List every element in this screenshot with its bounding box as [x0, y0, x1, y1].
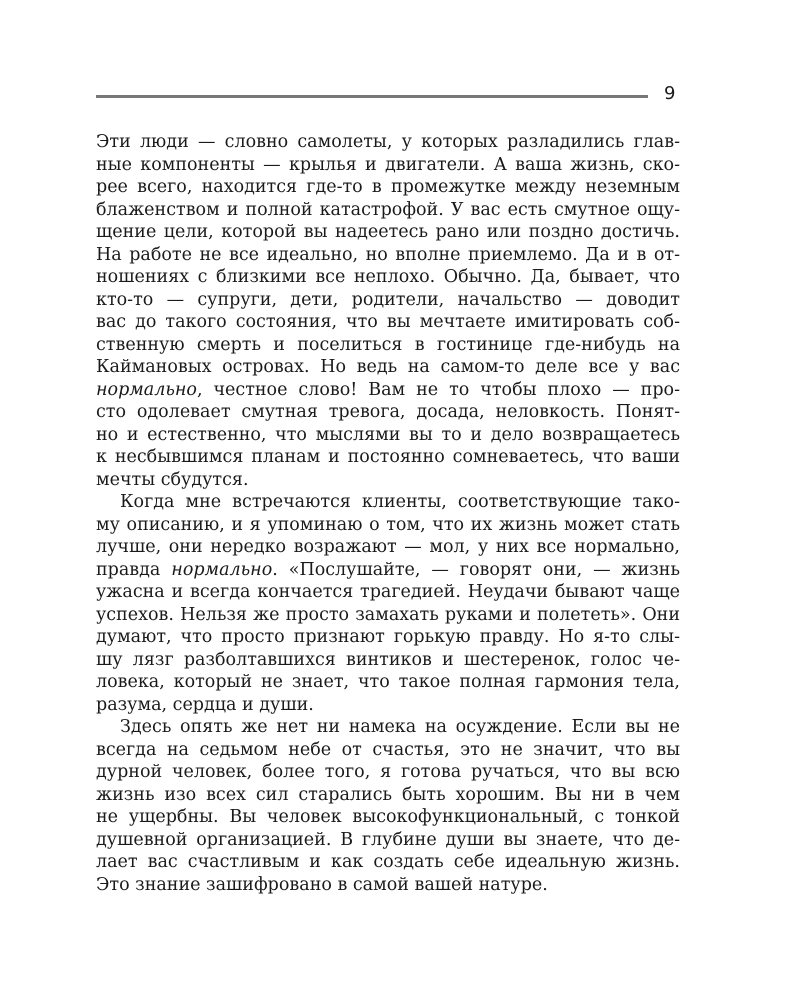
text-segment: ловека, который не знает, что такое полная гармония тела, [96, 672, 680, 692]
text-line [96, 176, 680, 199]
text-segment: к несбывшимся планам и постоянно сомневаетесь, что ваши [96, 447, 680, 467]
emphasis-text: нормально [96, 379, 197, 400]
text-line [96, 604, 680, 627]
text-segment: рее всего, находится где-то в промежутке между неземным [96, 177, 680, 197]
text-line [96, 694, 680, 717]
text-segment: щение цели, которой вы надеетесь рано или поздно достичь. [96, 222, 680, 242]
text-line [96, 874, 680, 897]
header-rule [96, 95, 648, 98]
page-number: 9 [664, 83, 676, 104]
text-line [96, 311, 680, 334]
text-segment: дурной человек, более того, я готова ручаться, что вы всю [96, 762, 680, 782]
text-segment: лучше, они нередко возражают — мол, у них все нормально, [96, 537, 680, 557]
text-line [96, 356, 680, 379]
emphasis-text: нормально [171, 559, 273, 580]
text-line [96, 266, 680, 289]
text-segment: кто-то — супруги, дети, родители, начальство — доводит [96, 289, 680, 310]
text-segment: душевной организацией. В глубине души вы знаете, что де- [96, 829, 680, 850]
text-segment: шу лязг разболтавшихся винтиков и шестеренок, голос че- [96, 649, 680, 670]
text-line [96, 334, 680, 357]
text-line [96, 199, 680, 222]
text-segment: . «Послушайте, — говорят они, — жизнь [272, 559, 680, 580]
text-line [96, 784, 680, 807]
text-line [96, 761, 680, 784]
text-line [96, 131, 680, 154]
text-segment: всегда на седьмом небе от счастья, это не значит, что вы [96, 739, 680, 760]
text-line [96, 401, 680, 424]
body-text [96, 131, 680, 896]
text-segment: Эти люди — словно самолеты, у которых разладились глав- [96, 132, 680, 152]
text-segment: но и естественно, что мыслями вы то и дело возвращаетесь [96, 424, 680, 445]
text-line [96, 446, 680, 469]
text-line [96, 424, 680, 447]
text-line [96, 221, 680, 244]
text-line [96, 559, 680, 582]
text-line [96, 154, 680, 177]
text-segment: разума, сердца и души. [96, 694, 314, 715]
text-segment: лает вас счастливым и как создать себе идеальную жизнь. [96, 852, 680, 872]
text-segment: вас до такого состояния, что вы мечтаете имитировать соб- [96, 312, 680, 332]
text-segment: успехов. Нельзя же просто замахать руками и полететь». Они [96, 604, 680, 625]
text-segment: сто одолевает смутная тревога, досада, неловкость. Понят- [96, 402, 680, 422]
text-line [96, 514, 680, 537]
text-segment: ношениях с близкими все неплохо. Обычно. Да, бывает, что [96, 267, 680, 287]
text-segment: ужасна и всегда кончается трагедией. Неудачи бывают чаще [96, 582, 680, 602]
text-segment: Это знание зашифровано в самой вашей натуре. [96, 874, 548, 895]
text-segment: жизнь изо всех сил старались быть хорошим. Вы ни в чем [96, 784, 680, 805]
text-segment: ственную смерть и поселиться в гостинице где-нибудь на [96, 334, 680, 355]
text-segment: му описанию, и я упоминаю о том, что их жизнь может стать [96, 514, 680, 535]
text-line [96, 671, 680, 694]
text-segment: правда [96, 559, 172, 580]
text-line [96, 536, 680, 559]
text-line [96, 649, 680, 672]
text-segment: не ущербны. Вы человек высокофункциональный, с тонкой [96, 807, 680, 827]
text-segment: Здесь опять же нет ни намека на осуждение. Если вы не [120, 717, 680, 737]
text-line [96, 806, 680, 829]
text-line [96, 469, 680, 492]
text-segment: ные компоненты — крылья и двигатели. А ваша жизнь, ско- [96, 154, 680, 175]
text-segment: , честное слово! Вам не то чтобы плохо — про- [196, 379, 680, 400]
text-segment: мечты сбудутся. [96, 469, 249, 490]
text-line [96, 739, 680, 762]
text-line [96, 289, 680, 312]
text-segment: Каймановых островах. Но ведь на самом-то деле все у вас [96, 357, 680, 377]
text-line [96, 379, 680, 402]
text-segment: На работе не все идеально, но вполне приемлемо. Да и в от- [96, 244, 680, 265]
text-segment: Когда мне встречаются клиенты, соответствующие тако- [120, 492, 680, 512]
text-line [96, 244, 680, 267]
text-segment: блаженством и полной катастрофой. У вас есть смутное ощу- [96, 199, 680, 220]
text-line [96, 716, 680, 739]
text-line [96, 491, 680, 514]
text-segment: думают, что просто признают горькую правду. Но я-то слы- [96, 627, 680, 647]
text-line [96, 626, 680, 649]
text-line [96, 581, 680, 604]
text-line [96, 851, 680, 874]
text-line [96, 829, 680, 852]
